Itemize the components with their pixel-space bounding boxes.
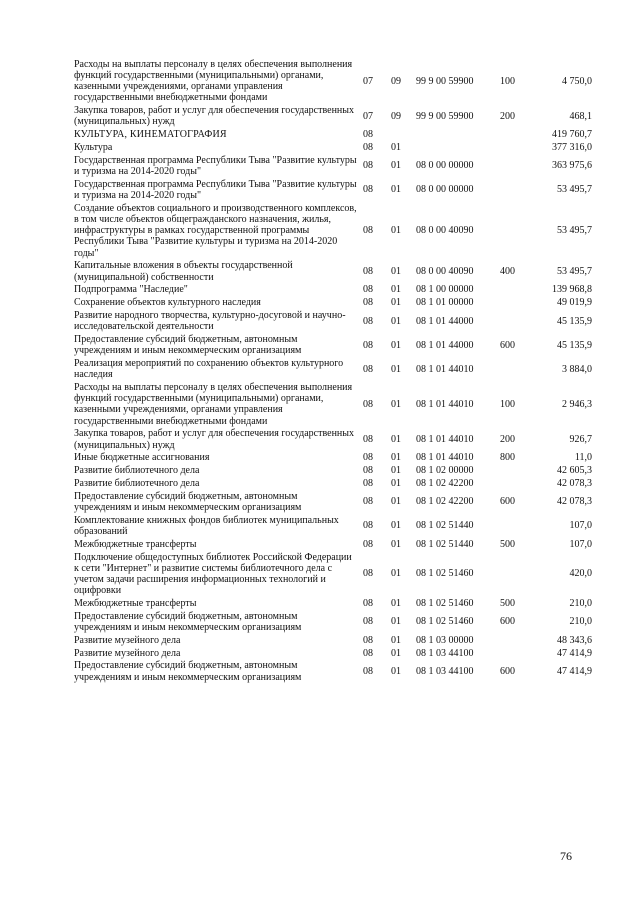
row-subsection-code: 01 <box>391 225 401 237</box>
row-target-article: 08 1 01 44010 <box>416 452 474 464</box>
row-section-code: 08 <box>363 568 373 580</box>
row-target-article <box>416 128 500 141</box>
row-subsection-code: 01 <box>391 465 401 477</box>
row-section-code: 08 <box>363 129 373 141</box>
row-amount: 53 495,7 <box>557 225 592 237</box>
row-section-code: 08 <box>363 160 373 172</box>
row-name: Предоставление субсидий бюджетным, автономным учреждениям и иным некоммерческим организациям <box>74 334 302 357</box>
row-expense-type <box>500 128 536 141</box>
row-amount: 210,0 <box>569 616 592 628</box>
row-section-code: 08 <box>363 339 373 351</box>
table-row <box>74 357 592 381</box>
row-amount: 363 975,6 <box>552 160 592 172</box>
row-subsection-code: 01 <box>391 284 401 296</box>
row-section-code: 08 <box>363 315 373 327</box>
budget-table <box>74 58 592 684</box>
table-row <box>74 141 592 154</box>
row-subsection-code: 01 <box>391 520 401 532</box>
budget-table-body <box>74 58 592 684</box>
table-row <box>74 647 592 660</box>
table-row <box>74 104 592 128</box>
row-subsection-code: 01 <box>391 160 401 172</box>
row-name: Капитальные вложения в объекты государственной (муниципальной) собственности <box>74 260 293 283</box>
row-name: Развитие музейного дела <box>74 647 181 659</box>
table-row <box>74 514 592 538</box>
row-section-code: 08 <box>363 184 373 196</box>
row-target-article: 08 1 01 44010 <box>416 363 474 375</box>
row-amount: 45 135,9 <box>557 339 592 351</box>
row-target-article: 08 1 02 51440 <box>416 520 474 532</box>
row-name: Предоставление субсидий бюджетным, автономным учреждениям и иным некоммерческим организациям <box>74 490 302 513</box>
row-section-code: 08 <box>363 452 373 464</box>
row-expense-type <box>500 551 536 597</box>
row-name: Комплектование книжных фондов библиотек муниципальных образований <box>74 514 339 537</box>
table-row <box>74 660 592 684</box>
row-amount: 11,0 <box>574 452 592 464</box>
table-row <box>74 154 592 178</box>
row-subsection-code: 09 <box>391 75 401 87</box>
table-row <box>74 296 592 309</box>
table-row <box>74 597 592 610</box>
row-expense-type: 500 <box>500 538 515 550</box>
row-name: Предоставление субсидий бюджетным, автономным учреждениям и иным некоммерческим организациям <box>74 660 302 683</box>
row-name: Иные бюджетные ассигнования <box>74 452 210 464</box>
table-row <box>74 490 592 514</box>
row-expense-type: 400 <box>500 266 515 277</box>
row-target-article: 08 1 02 51440 <box>416 538 474 550</box>
table-row <box>74 428 592 452</box>
row-subsection-code: 01 <box>391 665 401 677</box>
row-amount: 49 019,9 <box>557 297 592 309</box>
row-amount: 468,1 <box>569 110 592 122</box>
row-amount: 47 414,9 <box>557 665 592 677</box>
row-target-article: 99 9 00 59900 <box>416 75 474 87</box>
row-name: Расходы на выплаты персоналу в целях обеспечения выполнения функций государственными (муниципальными) органами, казенными учреждениями, органами управления государственными внебюджетными фондами <box>74 382 353 427</box>
row-expense-type: 100 <box>500 398 515 410</box>
row-expense-type <box>500 309 536 333</box>
row-expense-type: 200 <box>500 434 515 445</box>
row-expense-type <box>500 141 536 154</box>
row-subsection-code: 01 <box>391 616 401 628</box>
row-expense-type <box>500 477 536 490</box>
row-amount: 210,0 <box>569 598 592 609</box>
row-name: Культура <box>74 142 113 153</box>
row-name: Подпрограмма "Наследие" <box>74 284 188 296</box>
row-subsection-code <box>391 128 416 141</box>
row-name: Развитие библиотечного дела <box>74 478 200 489</box>
row-section-code: 08 <box>363 496 373 508</box>
row-target-article: 08 1 02 42200 <box>416 496 474 508</box>
table-row <box>74 452 592 465</box>
row-subsection-code: 01 <box>391 339 401 351</box>
row-subsection-code: 01 <box>391 598 401 609</box>
row-target-article: 08 1 02 42200 <box>416 478 474 489</box>
row-subsection-code: 01 <box>391 538 401 550</box>
row-expense-type <box>500 514 536 538</box>
row-subsection-code: 01 <box>391 398 401 410</box>
row-target-article: 99 9 00 59900 <box>416 110 474 122</box>
row-name: Межбюджетные трансферты <box>74 598 197 609</box>
row-subsection-code: 01 <box>391 266 401 277</box>
row-section-code: 08 <box>363 520 373 532</box>
row-amount: 107,0 <box>569 520 592 532</box>
row-name: Развитие народного творчества, культурно-досуговой и научно-исследовательской деятельности <box>74 310 346 333</box>
table-row <box>74 551 592 597</box>
page-number: 76 <box>560 849 572 863</box>
row-name: Развитие библиотечного дела <box>74 465 200 477</box>
row-target-article: 08 1 03 44100 <box>416 647 474 659</box>
row-expense-type <box>500 647 536 660</box>
row-expense-type: 800 <box>500 452 515 464</box>
row-expense-type: 600 <box>500 665 515 677</box>
row-expense-type: 200 <box>500 110 515 122</box>
row-expense-type: 600 <box>500 339 515 351</box>
row-amount: 419 760,7 <box>552 129 592 141</box>
table-row <box>74 381 592 427</box>
row-target-article: 08 0 00 40090 <box>416 225 474 237</box>
table-row <box>74 538 592 551</box>
row-target-article: 08 1 01 44000 <box>416 315 474 327</box>
row-amount: 2 946,3 <box>562 398 592 410</box>
row-target-article: 08 1 00 00000 <box>416 284 474 296</box>
table-row <box>74 202 592 260</box>
row-section-code: 08 <box>363 598 373 609</box>
table-row <box>74 464 592 477</box>
row-subsection-code: 01 <box>391 142 401 153</box>
row-section-code: 08 <box>363 297 373 309</box>
row-expense-type: 600 <box>500 616 515 628</box>
row-name: Сохранение объектов культурного наследия <box>74 297 261 309</box>
table-row <box>74 309 592 333</box>
row-name: Реализация мероприятий по сохранению объектов культурного наследия <box>74 358 344 381</box>
row-section-code: 08 <box>363 398 373 410</box>
row-name: Закупка товаров, работ и услуг для обеспечения государственных (муниципальных) нужд <box>74 105 355 128</box>
row-section-code: 08 <box>363 434 373 445</box>
row-amount: 45 135,9 <box>557 315 592 327</box>
table-row <box>74 128 592 141</box>
row-section-code: 07 <box>363 75 373 87</box>
row-target-article: 08 0 00 00000 <box>416 160 474 172</box>
row-expense-type <box>500 202 536 260</box>
row-target-article: 08 1 01 44010 <box>416 398 474 410</box>
row-subsection-code: 09 <box>391 110 401 122</box>
table-row <box>74 284 592 297</box>
row-expense-type <box>500 634 536 647</box>
row-amount: 139 968,8 <box>552 284 592 296</box>
row-subsection-code: 01 <box>391 478 401 489</box>
row-target-article: 08 1 01 44000 <box>416 339 474 351</box>
row-name: Создание объектов социального и производственного комплексов, в том числе объектов общегражданского назначения, жилья, инфраструктуры в рамках государственной программы Республики Тыва "Развитие культуры и туризма на 2014-2020 годы" <box>74 202 357 259</box>
row-expense-type: 100 <box>500 75 515 87</box>
row-amount: 107,0 <box>569 538 592 550</box>
row-expense-type <box>500 178 536 202</box>
row-amount: 47 414,9 <box>557 647 592 659</box>
row-target-article: 08 1 01 44010 <box>416 434 474 445</box>
row-target-article: 08 1 03 00000 <box>416 634 474 646</box>
row-expense-type <box>500 154 536 178</box>
row-section-code: 08 <box>363 634 373 646</box>
row-amount: 420,0 <box>569 568 592 580</box>
row-target-article: 08 1 02 51460 <box>416 568 474 580</box>
row-subsection-code: 01 <box>391 184 401 196</box>
row-expense-type <box>500 296 536 309</box>
row-amount: 53 495,7 <box>557 184 592 196</box>
row-subsection-code: 01 <box>391 297 401 309</box>
row-name: Расходы на выплаты персоналу в целях обеспечения выполнения функций государственными (муниципальными) органами, казенными учреждениями, органами управления государственными внебюджетными фондами <box>74 58 353 104</box>
row-subsection-code: 01 <box>391 634 401 646</box>
row-target-article <box>416 141 500 154</box>
row-section-code: 08 <box>363 665 373 677</box>
table-row <box>74 634 592 647</box>
row-name: Межбюджетные трансферты <box>74 538 197 550</box>
row-amount: 42 078,3 <box>557 496 592 508</box>
row-section-code: 08 <box>363 266 373 277</box>
row-section-code: 07 <box>363 110 373 122</box>
row-target-article: 08 0 00 00000 <box>416 184 474 196</box>
row-name: Подключение общедоступных библиотек Российской Федерации к сети "Интернет" и развитие системы библиотечного дела с учетом задачи расширения информационных технологий и оцифровки <box>74 551 352 597</box>
row-target-article: 08 1 01 00000 <box>416 297 474 309</box>
table-row <box>74 333 592 357</box>
row-amount: 3 884,0 <box>562 363 592 375</box>
row-section-code: 08 <box>363 142 373 153</box>
row-amount: 53 495,7 <box>557 266 592 277</box>
row-section-code: 08 <box>363 284 373 296</box>
row-name: КУЛЬТУРА, КИНЕМАТОГРАФИЯ <box>74 129 227 141</box>
row-amount: 377 316,0 <box>552 142 592 153</box>
row-subsection-code: 01 <box>391 434 401 445</box>
row-amount: 42 605,3 <box>557 465 592 477</box>
row-section-code: 08 <box>363 647 373 659</box>
row-target-article: 08 1 02 00000 <box>416 465 474 477</box>
row-amount: 926,7 <box>569 434 592 445</box>
row-subsection-code: 01 <box>391 568 401 580</box>
row-target-article: 08 1 02 51460 <box>416 616 474 628</box>
row-expense-type <box>500 284 536 297</box>
row-name: Развитие музейного дела <box>74 634 181 646</box>
row-section-code: 08 <box>363 225 373 237</box>
row-expense-type <box>500 464 536 477</box>
row-subsection-code: 01 <box>391 496 401 508</box>
row-target-article: 08 0 00 40090 <box>416 266 474 277</box>
row-subsection-code: 01 <box>391 315 401 327</box>
row-subsection-code: 01 <box>391 363 401 375</box>
row-amount: 42 078,3 <box>557 478 592 489</box>
row-section-code: 08 <box>363 616 373 628</box>
row-amount: 48 343,6 <box>557 634 592 646</box>
row-target-article: 08 1 03 44100 <box>416 665 474 677</box>
row-subsection-code: 01 <box>391 647 401 659</box>
table-row <box>74 610 592 634</box>
row-expense-type: 600 <box>500 496 515 508</box>
row-section-code: 08 <box>363 478 373 489</box>
row-name: Предоставление субсидий бюджетным, автономным учреждениям и иным некоммерческим организациям <box>74 610 302 633</box>
row-amount: 4 750,0 <box>562 75 592 87</box>
row-expense-type: 500 <box>500 598 515 609</box>
row-name: Закупка товаров, работ и услуг для обеспечения государственных (муниципальных) нужд <box>74 428 355 451</box>
row-name: Государственная программа Республики Тыва "Развитие культуры и туризма на 2014-2020 годы" <box>74 178 357 201</box>
row-target-article: 08 1 02 51460 <box>416 598 474 609</box>
table-row <box>74 58 592 104</box>
table-row <box>74 477 592 490</box>
row-name: Государственная программа Республики Тыва "Развитие культуры и туризма на 2014-2020 годы" <box>74 154 357 177</box>
row-section-code: 08 <box>363 465 373 477</box>
row-section-code: 08 <box>363 363 373 375</box>
row-section-code: 08 <box>363 538 373 550</box>
row-expense-type <box>500 357 536 381</box>
table-row <box>74 260 592 284</box>
row-subsection-code: 01 <box>391 452 401 464</box>
table-row <box>74 178 592 202</box>
